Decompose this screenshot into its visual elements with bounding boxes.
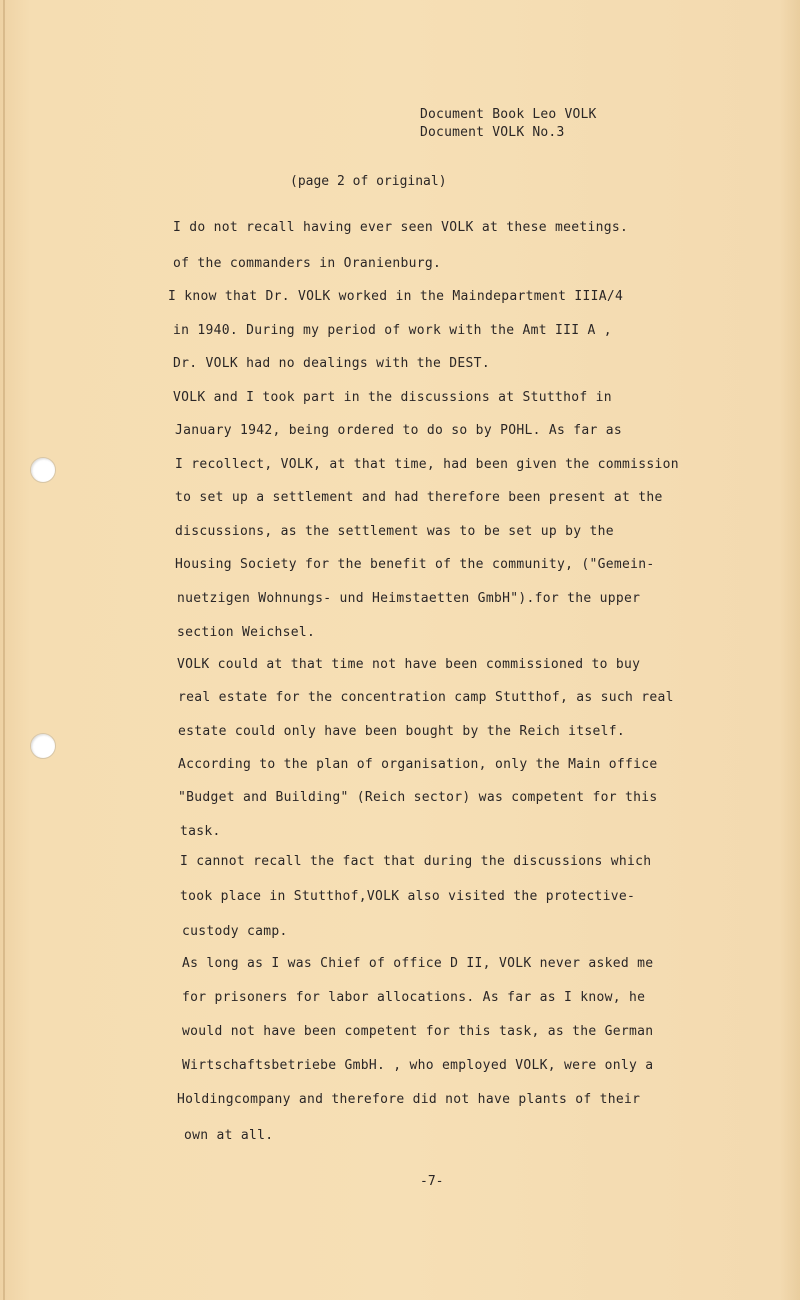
text-line: task. [180, 824, 221, 839]
document-header [420, 106, 597, 142]
text-line: "Budget and Building" (Reich sector) was competent for this [178, 790, 658, 805]
text-line: real estate for the concentration camp Stutthof, as such real [178, 690, 674, 705]
page-edge [3, 0, 5, 1300]
text-line: I recollect, VOLK, at that time, had been given the commission [175, 457, 679, 472]
text-line: January 1942, being ordered to do so by POHL. As far as [175, 423, 622, 438]
text-line: VOLK could at that time not have been commissioned to buy [177, 657, 641, 672]
punch-hole-bottom [30, 733, 56, 759]
punch-hole-top [30, 457, 56, 483]
text-line: I know that Dr. VOLK worked in the Maindepartment IIIA/4 [168, 289, 624, 304]
text-line: VOLK and I took part in the discussions at Stutthof in [173, 390, 612, 405]
text-line: discussions, as the settlement was to be set up by the [175, 524, 614, 539]
text-line: Dr. VOLK had no dealings with the DEST. [173, 356, 490, 371]
text-line: Wirtschaftsbetriebe GmbH. , who employed VOLK, were only a [182, 1058, 654, 1073]
text-line: As long as I was Chief of office D II, VOLK never asked me [182, 956, 654, 971]
text-line: According to the plan of organisation, only the Main office [178, 757, 658, 772]
text-line: of the commanders in Oranienburg. [173, 256, 442, 271]
header-line-2: Document VOLK No.3 [420, 125, 565, 140]
text-line: in 1940. During my period of work with the Amt III A , [173, 323, 612, 338]
text-line: estate could only have been bought by the Reich itself. [178, 724, 625, 739]
page-reference: (page 2 of original) [290, 174, 447, 189]
text-line: would not have been competent for this task, as the German [182, 1024, 654, 1039]
text-line: to set up a settlement and had therefore been present at the [175, 490, 663, 505]
text-line: I cannot recall the fact that during the discussions which [180, 854, 652, 869]
text-line: section Weichsel. [177, 625, 316, 640]
text-line: I do not recall having ever seen VOLK at these meetings. [173, 220, 629, 235]
page-number: -7- [420, 1174, 444, 1189]
text-line: custody camp. [182, 924, 288, 939]
text-line: Housing Society for the benefit of the community, ("Gemein- [175, 557, 655, 572]
text-line: Holdingcompany and therefore did not have plants of their [177, 1092, 641, 1107]
text-line: took place in Stutthof,VOLK also visited the protective- [180, 889, 636, 904]
header-line-1: Document Book Leo VOLK [420, 107, 597, 122]
text-line: for prisoners for labor allocations. As far as I know, he [182, 990, 646, 1005]
text-line: nuetzigen Wohnungs- und Heimstaetten GmbH").for the upper [177, 591, 641, 606]
text-line: own at all. [184, 1128, 274, 1143]
